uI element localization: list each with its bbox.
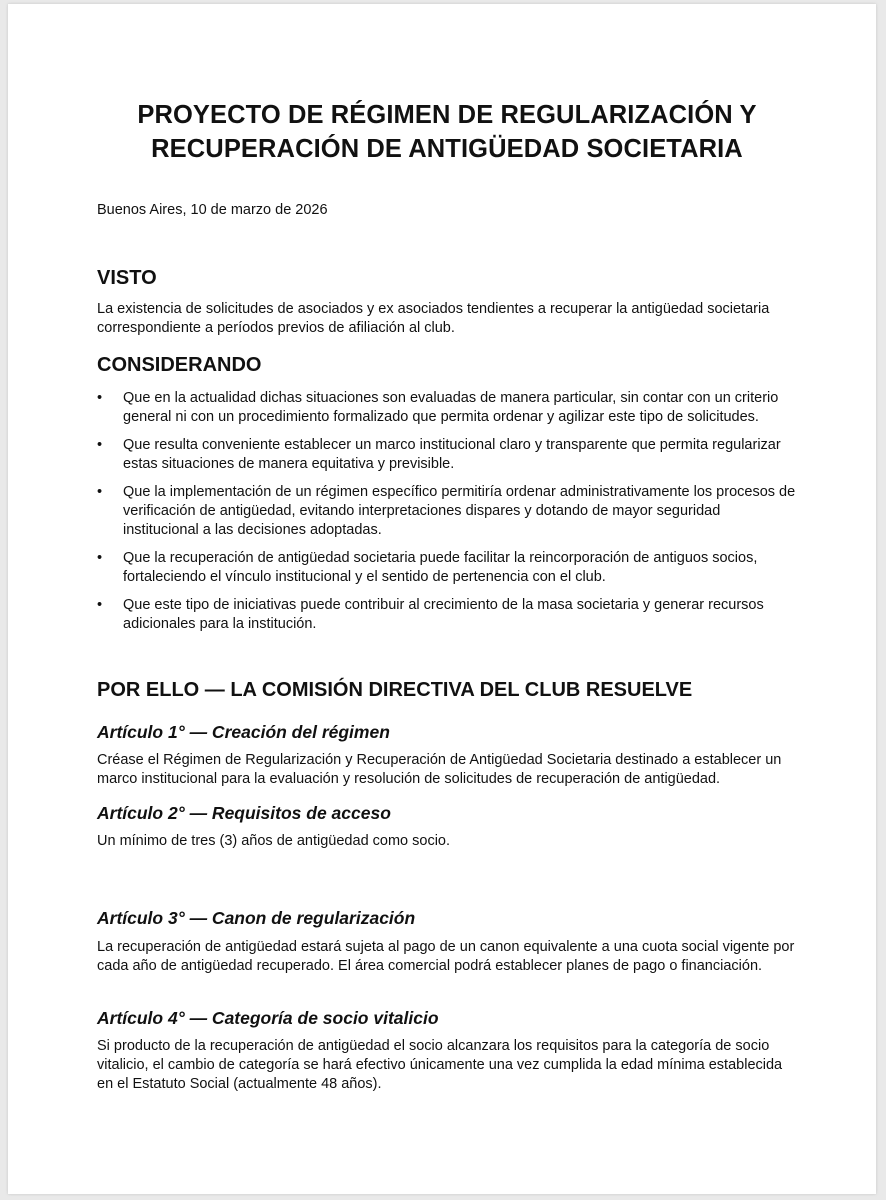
article-2-text: Un mínimo de tres (3) años de antigüedad como socio. (97, 833, 451, 849)
article-3-heading: Artículo 3° — Canon de regularización (97, 908, 416, 928)
article-4-text: Si producto de la recuperación de antigüedad el socio alcanzara los requisitos para la categoría de socio vitalicio, el cambio de categoría se hará efectivo únicamente una vez cumplida la edad mínima establecida en el Estatuto Social (actualmente 48 años). (97, 1038, 783, 1092)
considerando-item-text: Que la recuperación de antigüedad societaria puede facilitar la reincorporación de antiguos socios, fortaleciendo el vínculo institucional y el sentido de pertenencia con el club. (123, 550, 758, 585)
document-title (97, 98, 797, 166)
considerando-item-text: Que resulta conveniente establecer un marco institucional claro y transparente que permita regularizar estas situaciones de manera equitativa y previsible. (123, 437, 781, 472)
article-1-text: Créase el Régimen de Regularización y Recuperación de Antigüedad Societaria destinado a establecer un marco institucional para la evaluación y resolución de solicitudes de recuperación de antigüedad. (97, 752, 782, 787)
bullet-icon: • (97, 437, 103, 453)
article-3-text: La recuperación de antigüedad estará sujeta al pago de un canon equivalente a una cuota social vigente por cada año de antigüedad recuperado. El área comercial podrá establecer planes de pago o financiación. (97, 939, 795, 974)
document-date: Buenos Aires, 10 de marzo de 2026 (97, 202, 328, 218)
bullet-icon: • (97, 550, 103, 566)
bullet-icon: • (97, 390, 103, 406)
considerando-item (97, 483, 797, 540)
resuelve-heading: POR ELLO — LA COMISIÓN DIRECTIVA DEL CLUB RESUELVE (97, 679, 693, 701)
visto-text: La existencia de solicitudes de asociados y ex asociados tendientes a recuperar la antigüedad societaria correspondiente a períodos previos de afiliación al club. (97, 301, 770, 336)
considerando-heading: CONSIDERANDO (97, 354, 262, 376)
considerando-item-text: Que este tipo de iniciativas puede contribuir al crecimiento de la masa societaria y generar recursos adicionales para la institución. (123, 597, 764, 632)
considerando-item-text: Que en la actualidad dichas situaciones son evaluadas de manera particular, sin contar con un criterio general ni con un procedimiento formalizado que permita ordenar y agilizar este tipo de solicitudes. (123, 390, 779, 425)
considerando-item (97, 549, 797, 587)
title-line-1: PROYECTO DE RÉGIMEN DE REGULARIZACIÓN Y (137, 101, 757, 129)
considerando-item-text: Que la implementación de un régimen específico permitiría ordenar administrativamente los procesos de verificación de antigüedad, evitando interpretaciones dispares y dotando de mayor seguridad institucional a las decisiones adoptadas. (123, 484, 796, 538)
title-line-2: RECUPERACIÓN DE ANTIGÜEDAD SOCIETARIA (151, 135, 743, 163)
bullet-icon: • (97, 597, 103, 613)
considerando-list (97, 389, 797, 643)
article-1-heading: Artículo 1° — Creación del régimen (97, 722, 390, 742)
considerando-item (97, 436, 797, 474)
article-4-heading: Artículo 4° — Categoría de socio vitalicio (97, 1008, 439, 1028)
considerando-item (97, 596, 797, 634)
document-page (8, 4, 876, 1194)
article-2-heading: Artículo 2° — Requisitos de acceso (97, 803, 391, 823)
considerando-item (97, 389, 797, 427)
visto-heading: VISTO (97, 267, 157, 289)
bullet-icon: • (97, 484, 103, 500)
